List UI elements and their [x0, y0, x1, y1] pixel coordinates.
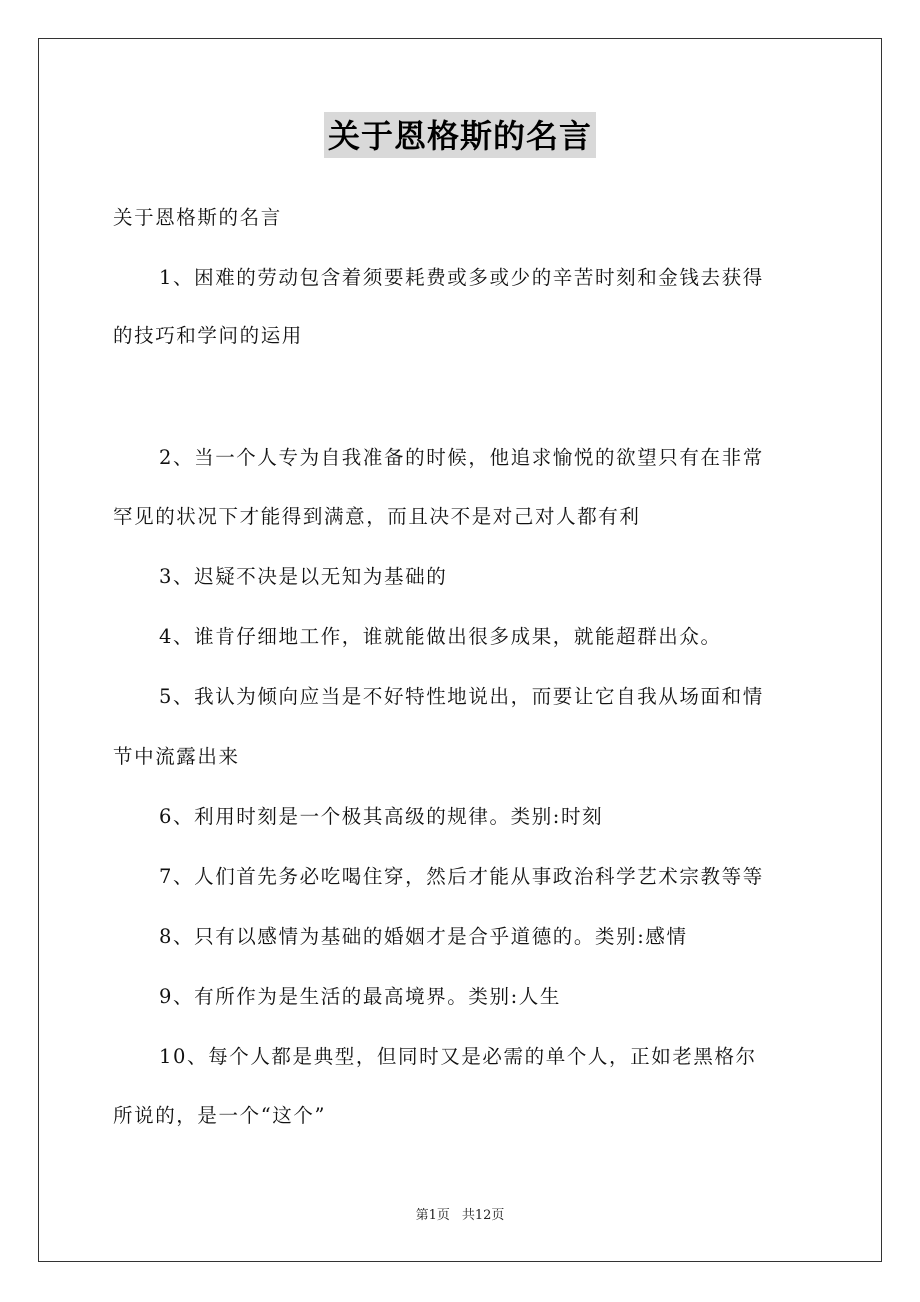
page-total: 共12页: [461, 1208, 505, 1223]
quote-10-line-1: 10、每个人都是典型，但同时又是必需的单个人，正如老黑格尔: [159, 1045, 757, 1068]
quote-2-line-2: 罕见的状况下才能得到满意，而且决不是对己对人都有利: [113, 505, 641, 528]
quote-5-line-2: 节中流露出来: [113, 745, 240, 768]
page-footer: [0, 1204, 920, 1223]
quote-8: 8、只有以感情为基础的婚姻才是合乎道德的。类别:感情: [159, 925, 688, 948]
quote-10-line-2: 所说的，是一个“这个”: [113, 1104, 327, 1127]
quote-2-line-1: 2、当一个人专为自我准备的时候，他追求愉悦的欲望只有在非常: [159, 446, 764, 469]
quote-5-line-1: 5、我认为倾向应当是不好特性地说出，而要让它自我从场面和情: [159, 685, 764, 708]
page-number: 第1页: [415, 1208, 450, 1223]
quote-3: 3、迟疑不决是以无知为基础的: [159, 565, 448, 588]
quote-9: 9、有所作为是生活的最高境界。类别:人生: [159, 985, 561, 1008]
subtitle-line: 关于恩格斯的名言: [113, 206, 282, 229]
quote-1-line-1: 1、困难的劳动包含着须要耗费或多或少的辛苦时刻和金钱去获得: [159, 266, 764, 289]
quote-6: 6、利用时刻是一个极其高级的规律。类别:时刻: [159, 805, 604, 828]
quote-7: 7、人们首先务必吃喝住穿，然后才能从事政治科学艺术宗教等等: [159, 865, 764, 888]
quote-4: 4、谁肯仔细地工作，谁就能做出很多成果，就能超群出众。: [159, 625, 722, 648]
document-title: 关于恩格斯的名言: [324, 112, 596, 158]
title-container: [0, 112, 920, 158]
quote-1-line-2: 的技巧和学问的运用: [113, 324, 303, 347]
